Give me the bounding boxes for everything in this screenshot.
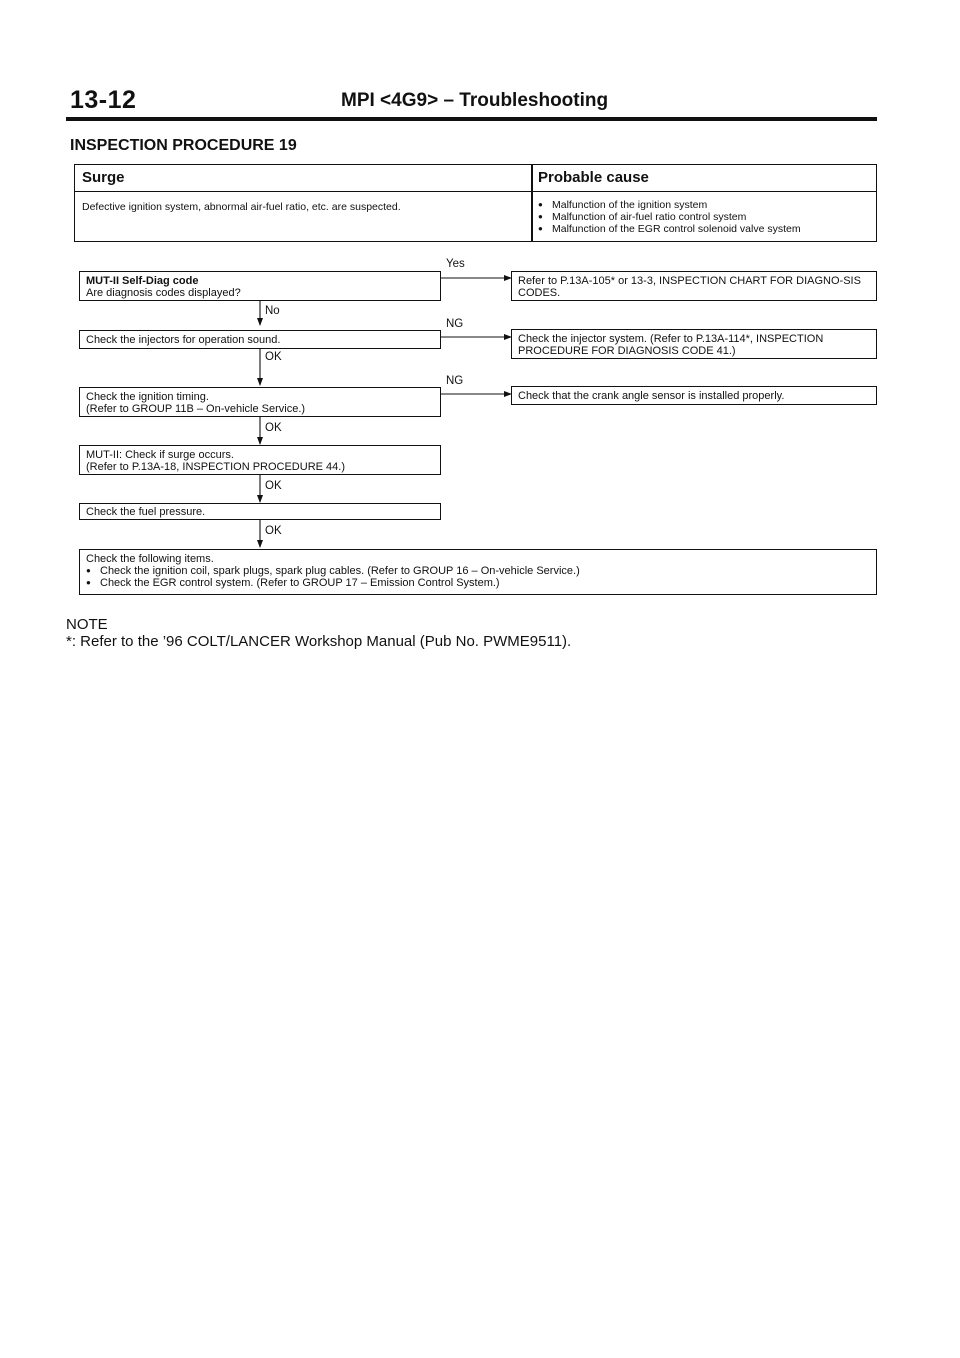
result-injector-system-text: Check the injector system. (Refer to P.13A-114*, INSPECTION PROCEDURE FOR DIAGNOSIS CODE 41.) [518, 333, 824, 357]
page-header-title: MPI <4G9> – Troubleshooting [341, 90, 609, 111]
step-self-diag-box [79, 271, 441, 301]
list-item: ● Check the EGR control system. (Refer to GROUP 17 – Emission Control System.) [86, 577, 870, 589]
step-surge-check-line: MUT-II: Check if surge occurs. [86, 449, 234, 461]
result-diag-codes-text: Refer to P.13A-105* or 13-3, INSPECTION CHART FOR DIAGNO-SIS CODES. [518, 275, 861, 299]
list-item: ● Malfunction of the ignition system [538, 199, 801, 211]
step-ignition-timing-ref: (Refer to GROUP 11B – On-vehicle Service.) [86, 403, 306, 415]
result-injector-system-box [511, 329, 877, 359]
result-diag-codes-box [511, 271, 877, 301]
step-ignition-timing-line: Check the ignition timing. [86, 391, 209, 403]
final-check-box [79, 549, 877, 595]
result-crank-sensor-text: Check that the crank angle sensor is installed properly. [518, 390, 785, 402]
no-label: No [265, 305, 280, 317]
ng-label: NG [446, 318, 464, 330]
list-item: ● Check the ignition coil, spark plugs, spark plug cables. (Refer to GROUP 16 – On-vehicle Service.) [86, 565, 870, 577]
cause-heading: Probable cause [538, 169, 649, 186]
ok-label: OK [265, 525, 282, 537]
symptom-heading: Surge [82, 169, 125, 186]
symptom-description: Defective ignition system, abnormal air-fuel ratio, etc. are suspected. [82, 201, 401, 213]
final-check-title: Check the following items. [86, 553, 214, 565]
step-injector-sound-box [79, 330, 441, 349]
step-surge-check-box [79, 445, 441, 475]
list-item: ● Malfunction of the EGR control solenoid valve system [538, 223, 801, 235]
step-surge-check-ref: (Refer to P.13A-18, INSPECTION PROCEDURE 44.) [86, 461, 345, 473]
result-crank-sensor-box [511, 386, 877, 405]
procedure-title: INSPECTION PROCEDURE 19 [70, 137, 297, 154]
yes-label: Yes [446, 258, 465, 270]
note-title: NOTE [66, 616, 108, 633]
step-ignition-timing-box [79, 387, 441, 417]
ok-label: OK [265, 422, 282, 434]
step-self-diag-question: Are diagnosis codes displayed? [86, 287, 241, 299]
ok-label: OK [265, 480, 282, 492]
ng-label: NG [446, 375, 464, 387]
step-self-diag-title: MUT-II Self-Diag code [86, 275, 199, 287]
step-fuel-pressure-box [79, 503, 441, 520]
ok-label: OK [265, 351, 282, 363]
page-number: 13-12 [70, 86, 137, 114]
list-item: ● Malfunction of air-fuel ratio control system [538, 211, 801, 223]
step-injector-sound-text: Check the injectors for operation sound. [86, 334, 281, 346]
note-text: *: Refer to the ’96 COLT/LANCER Workshop Manual (Pub No. PWME9511). [66, 633, 572, 650]
step-fuel-pressure-text: Check the fuel pressure. [86, 506, 206, 518]
final-check-list [86, 565, 870, 589]
